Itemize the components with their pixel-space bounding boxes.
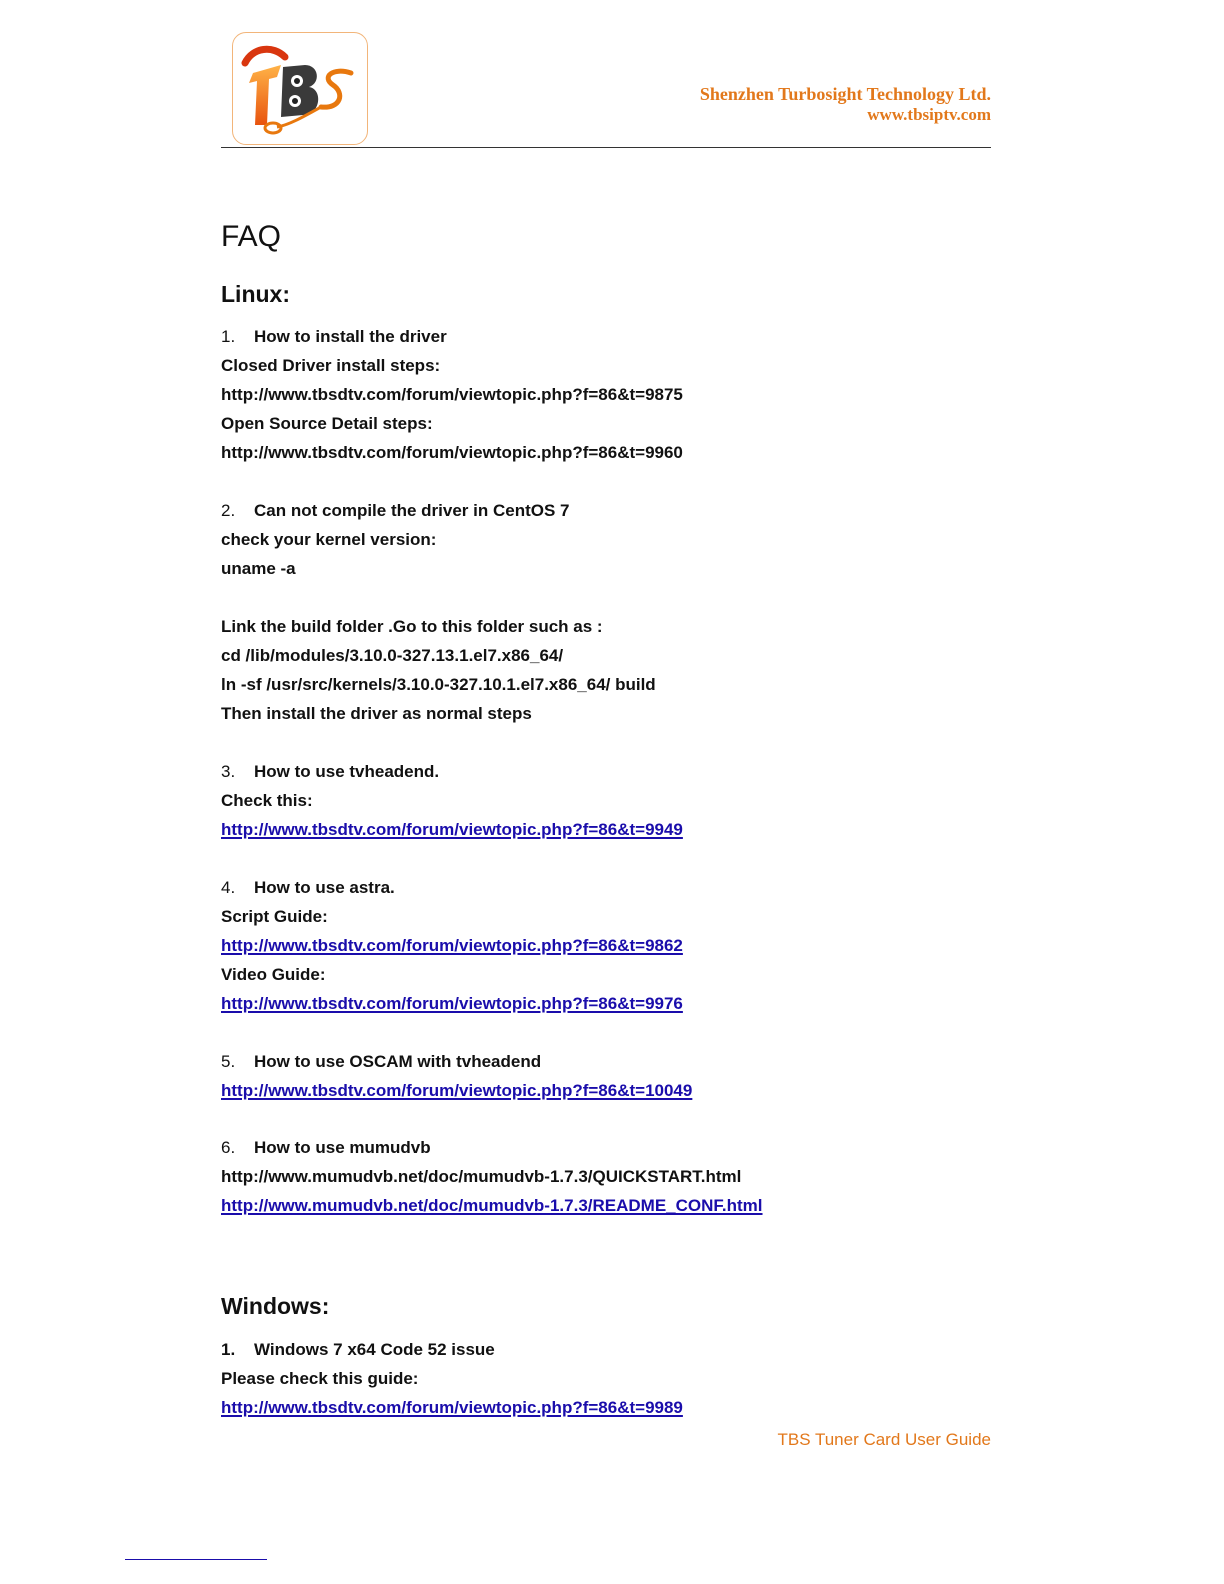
closed-driver-label: Closed Driver install steps:: [221, 356, 441, 375]
page-title: FAQ: [221, 220, 282, 253]
q3-label: Check this:: [221, 791, 313, 810]
video-guide-label: Video Guide:: [221, 965, 326, 984]
script-guide-link[interactable]: http://www.tbsdtv.com/forum/viewtopic.php?f=86&t=9862: [221, 936, 683, 955]
q2-line-1: check your kernel version:: [221, 530, 437, 549]
open-source-url: http://www.tbsdtv.com/forum/viewtopic.php?f=86&t=9960: [221, 443, 683, 462]
question-title: How to use OSCAM with tvheadend: [254, 1052, 542, 1071]
script-guide-label: Script Guide:: [221, 907, 328, 926]
faq-question-4: [221, 877, 395, 899]
section-heading-windows: Windows:: [221, 1293, 330, 1319]
header-divider: [221, 147, 991, 148]
question-title: How to use tvheadend.: [254, 762, 440, 781]
q2-line-4: cd /lib/modules/3.10.0-327.13.1.el7.x86_64/: [221, 646, 564, 665]
windows-q1-label: Please check this guide:: [221, 1369, 419, 1388]
video-guide-link[interactable]: http://www.tbsdtv.com/forum/viewtopic.php?f=86&t=9976: [221, 994, 683, 1013]
faq-windows-question-1: [221, 1339, 495, 1361]
tbs-logo-icon: [233, 33, 368, 145]
oscam-link[interactable]: http://www.tbsdtv.com/forum/viewtopic.php?f=86&t=10049: [221, 1081, 693, 1100]
q2-line-3: Link the build folder .Go to this folder such as :: [221, 617, 603, 636]
company-header: [700, 84, 991, 126]
faq-question-3: [221, 761, 439, 783]
question-number: 2.: [221, 501, 236, 520]
q2-line-6: Then install the driver as normal steps: [221, 704, 532, 723]
section-heading-linux: Linux:: [221, 281, 290, 307]
mumudvb-readme-link[interactable]: http://www.mumudvb.net/doc/mumudvb-1.7.3/README_CONF.html: [221, 1196, 763, 1215]
footer-doc-title: TBS Tuner Card User Guide: [777, 1430, 991, 1449]
faq-question-2: [221, 500, 570, 522]
question-title: Can not compile the driver in CentOS 7: [254, 501, 570, 520]
code52-guide-link[interactable]: http://www.tbsdtv.com/forum/viewtopic.php?f=86&t=9989: [221, 1398, 683, 1417]
question-title: How to use astra.: [254, 878, 395, 897]
open-source-label: Open Source Detail steps:: [221, 414, 433, 433]
question-title: How to install the driver: [254, 327, 447, 346]
company-name: Shenzhen Turbosight Technology Ltd.: [699, 84, 991, 104]
faq-question-6: [221, 1137, 431, 1159]
question-title: Windows 7 x64 Code 52 issue: [254, 1340, 495, 1359]
question-number: 3.: [221, 762, 236, 781]
tvheadend-link[interactable]: http://www.tbsdtv.com/forum/viewtopic.php?f=86&t=9949: [221, 820, 683, 839]
question-title: How to use mumudvb: [254, 1138, 431, 1157]
footnote-divider: [125, 1559, 267, 1560]
q2-line-2: uname -a: [221, 559, 296, 578]
question-number: 1.: [221, 327, 236, 346]
question-number: 6.: [221, 1138, 236, 1157]
question-number: 5.: [221, 1052, 236, 1071]
question-number: 1.: [221, 1340, 236, 1359]
q2-line-5: ln -sf /usr/src/kernels/3.10.0-327.10.1.el7.x86_64/ build: [221, 675, 656, 694]
closed-driver-url: http://www.tbsdtv.com/forum/viewtopic.php?f=86&t=9875: [221, 385, 683, 404]
faq-question-1: [221, 326, 447, 348]
question-number: 4.: [221, 878, 236, 897]
faq-question-5: [221, 1051, 541, 1073]
mumudvb-quickstart-url: http://www.mumudvb.net/doc/mumudvb-1.7.3/QUICKSTART.html: [221, 1167, 742, 1186]
tbs-logo: [232, 32, 368, 145]
company-website: www.tbsiptv.com: [867, 105, 991, 124]
